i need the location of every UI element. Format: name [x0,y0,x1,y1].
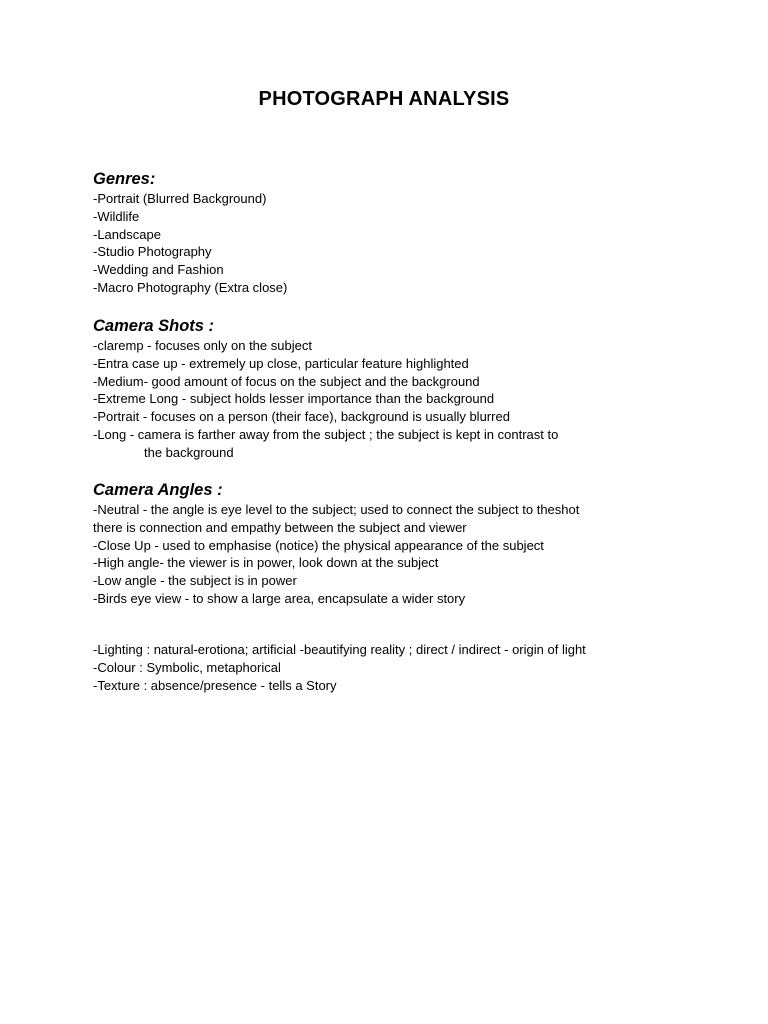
camera-angles-item: -Birds eye view - to show a large area, encapsulate a wider story [93,590,466,606]
camera-angles-heading: Camera Angles : [93,481,223,499]
genres-item: -Studio Photography [93,244,212,260]
camera-angles-section [93,479,693,608]
genres-item: -Portrait (Blurred Background) [93,191,267,206]
page-title: PHOTOGRAPH ANALYSIS [258,88,510,110]
lighting-colour-texture-section [93,641,693,694]
colour-item: -Colour : Symbolic, metaphorical [93,659,281,675]
camera-shots-item: -Long - camera is farther away from the subject ; the subject is kept in contrast to [93,426,559,442]
camera-shots-item: -claremp - focuses only on the subject [93,338,312,353]
camera-angles-item: -Close Up - used to emphasise (notice) the physical appearance of the subject [93,537,544,553]
genres-heading: Genres: [93,170,156,188]
camera-angles-item: -High angle- the viewer is in power, look down at the subject [93,555,439,571]
camera-shots-section [93,315,693,462]
camera-shots-item: -Extreme Long - subject holds lesser importance than the background [93,391,495,407]
camera-shots-item: -Entra case up - extremely up close, particular feature highlighted [93,355,469,371]
lighting-item: -Lighting : natural-erotiona; artificial -beautifying reality ; direct / indirect - origin of light [93,642,586,657]
camera-shots-item: -Portrait - focuses on a person (their face), background is usually blurred [93,409,510,425]
camera-angles-item: -Low angle - the subject is in power [93,573,297,589]
genres-item: -Macro Photography (Extra close) [93,279,288,295]
camera-shots-item-continuation: the background [144,444,234,460]
camera-shots-heading: Camera Shots : [93,317,215,335]
genres-section [93,168,693,297]
genres-item: -Wildlife [93,208,140,224]
genres-item: -Landscape [93,226,161,242]
camera-angles-item: -Neutral - the angle is eye level to the subject; used to connect the subject to theshot [93,502,580,517]
camera-angles-item-continuation: there is connection and empathy between the subject and viewer [93,519,467,535]
camera-shots-item: -Medium- good amount of focus on the subject and the background [93,373,480,389]
texture-item: -Texture : absence/presence - tells a Story [93,677,337,693]
genres-item: -Wedding and Fashion [93,262,224,278]
